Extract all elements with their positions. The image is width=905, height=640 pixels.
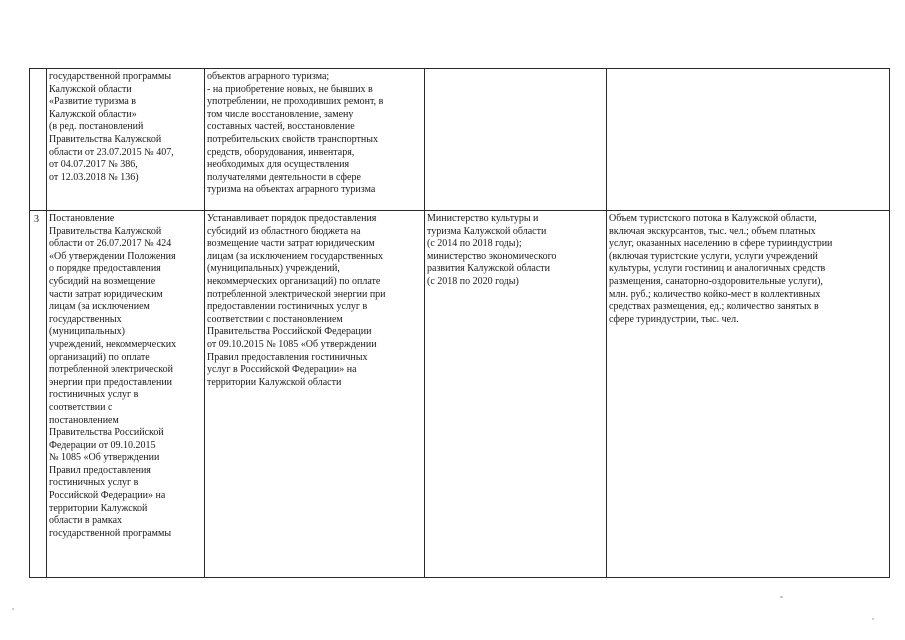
text-line: Устанавливает порядок предоставления bbox=[207, 213, 377, 224]
text-line: Объем туристского потока в Калужской области, bbox=[609, 213, 817, 224]
text-line: субсидий из областного бюджета на bbox=[207, 225, 361, 237]
text-line: (муниципальных) учреждений, bbox=[207, 263, 340, 275]
text-line: от 12.03.2018 № 136) bbox=[49, 171, 139, 183]
table-row bbox=[30, 211, 890, 578]
text-line: предоставлении гостиничных услуг в bbox=[207, 301, 368, 313]
text-line: Правительства Российской Федерации bbox=[207, 326, 372, 338]
text-line: «Развитие туризма в bbox=[49, 96, 137, 108]
text-line: (муниципальных) bbox=[49, 326, 125, 338]
text-line: энергии при предоставлении bbox=[49, 376, 173, 388]
text-line: средствах размещения, ед.; количество занятых в bbox=[609, 301, 819, 313]
text-line: области от 23.07.2015 № 407, bbox=[49, 146, 174, 158]
text-line: Правительства Калужской bbox=[49, 225, 162, 237]
text-line: Правительства Калужской bbox=[49, 133, 162, 145]
text-line: необходимых для осуществления bbox=[207, 159, 350, 171]
text-line: развития Калужской области bbox=[427, 263, 551, 275]
text-line: территории Калужской bbox=[49, 502, 148, 514]
text-line: Федерации от 09.10.2015 bbox=[49, 439, 156, 451]
scan-speck bbox=[872, 618, 874, 620]
text-line: лицам (за исключением bbox=[49, 301, 150, 313]
text-line: услуг в Российской Федерации» на bbox=[207, 364, 357, 376]
indicator-text bbox=[607, 69, 889, 71]
text-line: - на приобретение новых, не бывших в bbox=[207, 83, 373, 95]
text-line: министерство экономического bbox=[427, 250, 557, 262]
text-line: составных частей, восстановление bbox=[207, 121, 355, 133]
text-line: включая экскурсантов, тыс. чел.; объем платных bbox=[609, 225, 816, 237]
text-line: (с 2018 по 2020 годы) bbox=[427, 275, 519, 287]
text-line: потребительских свойств транспортных bbox=[207, 133, 378, 145]
table-row bbox=[30, 69, 890, 211]
row-number-cell bbox=[30, 69, 47, 211]
text-line: объектов аграрного туризма; bbox=[207, 71, 330, 82]
text-line: о порядке предоставления bbox=[49, 263, 161, 275]
text-line: Министерство культуры и bbox=[427, 213, 539, 224]
executor-text bbox=[425, 69, 606, 71]
text-line: лицам (за исключением государственных bbox=[207, 250, 383, 262]
text-line: «Об утверждении Положения bbox=[49, 250, 176, 262]
text-line: от 04.07.2017 № 386, bbox=[49, 159, 138, 171]
text-line: сфере туриндустрии, тыс. чел. bbox=[609, 313, 739, 325]
text-line: услуг, оказанных населению в сфере турииндустрии bbox=[609, 238, 833, 250]
text-line: Российской Федерации» на bbox=[49, 490, 166, 502]
text-line: Постановление bbox=[49, 213, 115, 224]
text-line: средств, оборудования, инвентаря, bbox=[207, 146, 355, 158]
content-cell bbox=[205, 211, 425, 578]
text-line: (в ред. постановлений bbox=[49, 121, 144, 133]
indicator-cell bbox=[607, 69, 890, 211]
indicator-text bbox=[607, 211, 889, 326]
act-cell bbox=[47, 211, 205, 578]
scan-speck bbox=[12, 608, 14, 610]
text-line: области в рамках bbox=[49, 515, 123, 527]
text-line: № 1085 «Об утверждении bbox=[49, 452, 160, 464]
scan-speck bbox=[780, 596, 783, 598]
text-line: гостиничных услуг в bbox=[49, 477, 139, 489]
text-line: размещения, санаторно-оздоровительные услуги), bbox=[609, 275, 823, 287]
row-number bbox=[30, 69, 46, 72]
text-line: (включая туристские услуги, услуги учреждений bbox=[609, 250, 818, 262]
text-line: Правил предоставления гостиничных bbox=[207, 351, 368, 363]
text-line: государственной программы bbox=[49, 71, 172, 82]
text-line: Калужской области bbox=[49, 83, 132, 95]
row-number-cell bbox=[30, 211, 47, 578]
text-line: постановлением bbox=[49, 414, 119, 426]
text-line: Калужской области» bbox=[49, 108, 137, 120]
text-line: культуры, услуги гостиниц и аналогичных средств bbox=[609, 263, 826, 275]
text-line: некоммерческих организаций) по оплате bbox=[207, 275, 381, 287]
text-line: организаций) по оплате bbox=[49, 351, 150, 363]
text-line: государственной программы bbox=[49, 527, 172, 539]
text-line: туризма Калужской области bbox=[427, 225, 547, 237]
text-line: Правительства Российской bbox=[49, 427, 164, 439]
text-line: области от 26.07.2017 № 424 bbox=[49, 238, 172, 250]
act-text bbox=[47, 69, 204, 184]
text-line: возмещение части затрат юридическим bbox=[207, 238, 375, 250]
text-line: учреждений, некоммерческих bbox=[49, 338, 177, 350]
text-line: потребленной электрической энергии при bbox=[207, 288, 386, 300]
text-line: соответствии с bbox=[49, 401, 113, 413]
executor-text bbox=[425, 211, 606, 289]
content-text bbox=[205, 211, 424, 389]
text-line: туризма на объектах аграрного туризма bbox=[207, 184, 376, 196]
text-line: употреблении, не проходивших ремонт, в bbox=[207, 96, 384, 108]
indicator-cell bbox=[607, 211, 890, 578]
text-line: от 09.10.2015 № 1085 «Об утверждении bbox=[207, 338, 377, 350]
content-cell bbox=[205, 69, 425, 211]
programs-table bbox=[29, 68, 890, 578]
act-text bbox=[47, 211, 204, 540]
text-line: части затрат юридическим bbox=[49, 288, 163, 300]
text-line: млн. руб.; количество койко-мест в коллективных bbox=[609, 288, 821, 300]
text-line: государственных bbox=[49, 313, 122, 325]
content-text bbox=[205, 69, 424, 197]
text-line: Правил предоставления bbox=[49, 464, 151, 476]
executor-cell bbox=[425, 69, 607, 211]
text-line: гостиничных услуг в bbox=[49, 389, 139, 401]
text-line: субсидий на возмещение bbox=[49, 275, 156, 287]
text-line: соответствии с постановлением bbox=[207, 313, 343, 325]
act-cell bbox=[47, 69, 205, 211]
executor-cell bbox=[425, 211, 607, 578]
row-number: 3 bbox=[34, 214, 39, 225]
text-line: (с 2014 по 2018 годы); bbox=[427, 238, 522, 250]
text-line: том числе восстановление, замену bbox=[207, 108, 354, 120]
text-line: потребленной электрической bbox=[49, 364, 173, 376]
text-line: территории Калужской области bbox=[207, 376, 342, 388]
text-line: получателями деятельности в сфере bbox=[207, 171, 361, 183]
